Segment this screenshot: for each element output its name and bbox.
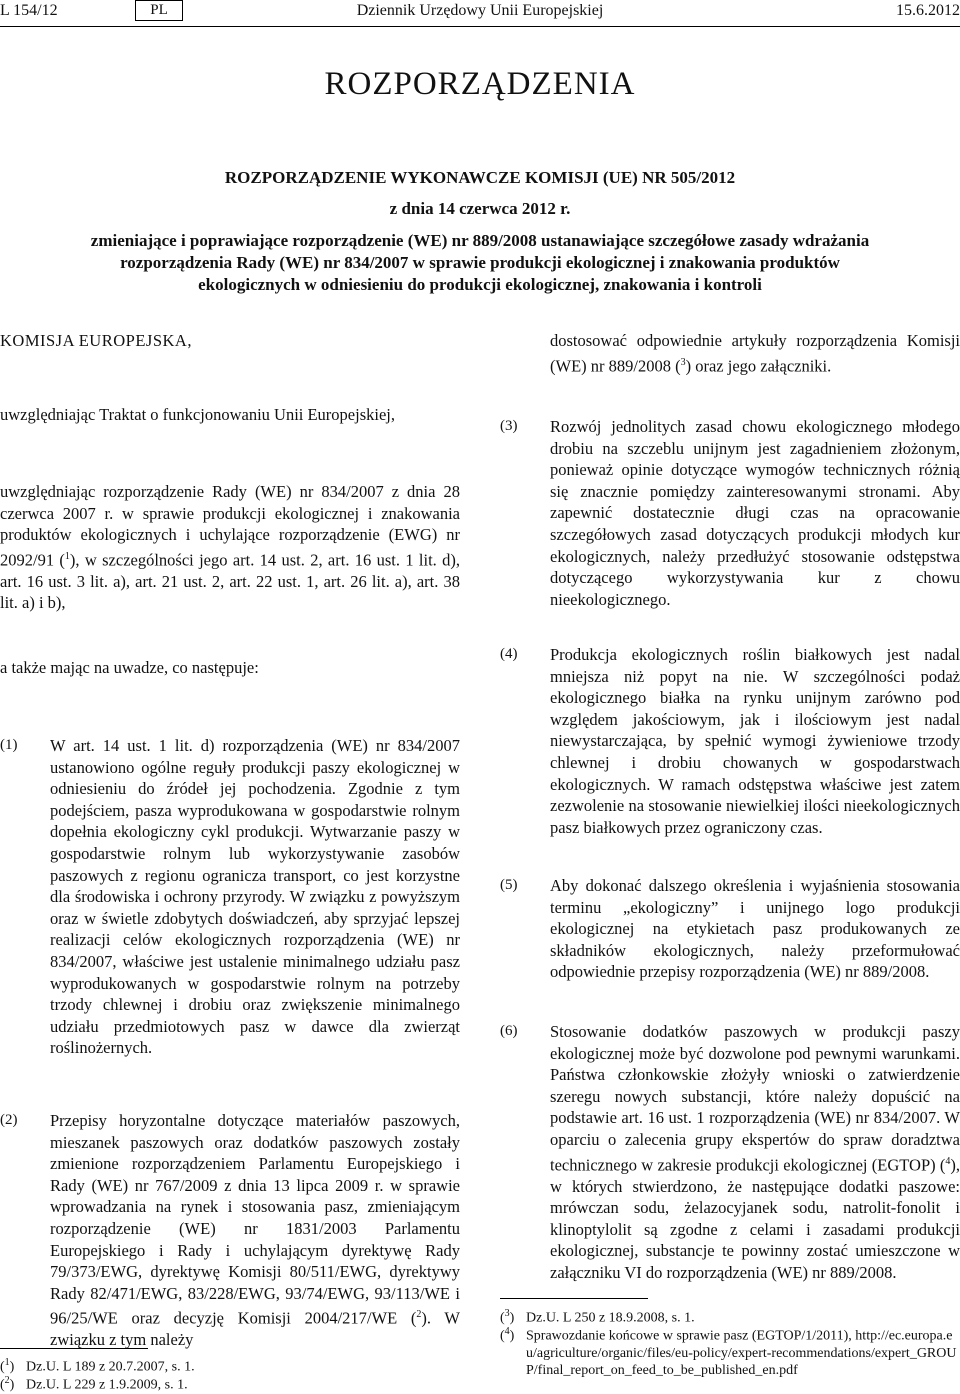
footnote-mark: 2	[4, 1375, 10, 1386]
recital-number: (6)	[500, 1023, 518, 1039]
recital-text: W art. 14 ust. 1 lit. d) rozporządzenia (WE) nr 834/2007 ustanowiono ogólne reguły produkcji paszy ekologicznej w odniesieniu do źródeł jej pochodzenia. Zgodnie z tym podejściem, pasza wyprodukowana w gospodarstwie rolnym dopełnia ekologiczny cykl produkcji. Wytwarzanie paszy w gospodarstwie rolnym lub wykorzystywanie zasobów paszowych z regionu ogranicza transport, co jest korzystne dla środowiska i ochrony przyrody. W związku z powyższym oraz w świetle zdobytych doświadczeń, aby sprzyjać lepszej realizacji celów ekologicznych rozporządzenia (WE) nr 834/2007, właściwe jest ustalenie minimalnego udziału pasz wyprodukowanych w gospodarstwie rolnym na potrzeby trzody chlewnej i drobiu oraz zwiększenie minimalnego udziału przedmiotowych pasz w dawce dla zwierząt roślinożernych.	[50, 736, 460, 1058]
regulation-title: ROZPORZĄDZENIE WYKONAWCZE KOMISJI (UE) NR 505/2012	[224, 168, 736, 187]
recital-6-text-b: ), w których stwierdzono, że następujące dodatki paszowe: mrówczan sodu, żelazocyjanek sodu, natrolit-fonolit i klinoptylolit są zgodne z celami i zasadami produkcji ekologicznej, substancje te powinny zostać umieszczone w załączniku VI do rozporządzenia (WE) nr 889/2008.	[550, 1155, 960, 1283]
recital-5	[500, 875, 960, 983]
footnote-ref-4: 4	[945, 1155, 951, 1167]
language-badge: PL	[135, 0, 183, 21]
footnote-mark: 1	[4, 1357, 10, 1368]
recital-6	[500, 1021, 960, 1284]
recital-2-text-b: ). W związku z tym należy	[50, 1308, 460, 1350]
footnote-ref-1: 1	[64, 550, 70, 562]
footnote-divider	[500, 1298, 648, 1299]
recital-number: (5)	[500, 877, 518, 893]
recital-text: Rozwój jednolitych zasad chowu ekologicznego młodego drobiu na szczeblu unijnym jest zagadnieniem złożonym, ponieważ opinie dotyczące wymogów technicznych różnią się znacznie pomiędzy zainteresowanymi stronami. Aby zapewnić dostatecznie długi czas na opracowanie szczegółowych zasad dotyczących produkcji młodych kur ekologicznych, należy przedłużyć stosowanie odstępstwa dotyczącego wykorzystywania kur z chowu nieekologicznego.	[550, 417, 960, 609]
footnote-text: Dz.U. L 229 z 1.9.2009, s. 1.	[26, 1377, 188, 1393]
continuation-text-b: ) oraz jego załączniki.	[685, 356, 832, 376]
recital-6-text-a: Stosowanie dodatków paszowych w produkcji paszy ekologicznej może być dozwolone pod pewnymi warunkami. Państwa członkowskie złożyły wnioski o zatwierdzenie szeregu nowych substancji, które należy dopuścić na podstawie art. 16 ust. 1 rozporządzenia (WE) nr 834/2007. W oparciu o zalecenia grupy ekspertów do spraw doradztwa technicznego w zakresie produkcji ekologicznej (EGTOP) (	[550, 1022, 960, 1175]
footnote-text: Sprawozdanie końcowe w sprawie pasz (EGTOP/1/2011), http://ec.europa.eu/agriculture/organic/files/eu-policy/expert-recommendations/expert_GROUP/final_report_on_feed_to_be_published_en.pdf	[526, 1328, 957, 1378]
journal-name: Dziennik Urzędowy Unii Europejskiej	[356, 2, 604, 19]
citation-regulation	[0, 481, 460, 614]
footnote-3: ($^3$) Dz.U. L 250 z 18.9.2008, s. 1.	[500, 1308, 695, 1326]
footnote-1: ($^1$) Dz.U. L 189 z 20.7.2007, s. 1.	[0, 1357, 195, 1375]
recital-2	[0, 1110, 460, 1351]
recital-number: (4)	[500, 646, 518, 662]
page-reference: L 154/12	[0, 2, 58, 19]
footnote-4: ($^4$) Sprawozdanie końcowe w sprawie pasz (EGTOP/1/2011), http://ec.europa.eu/agriculture/organic/files/eu-policy/expert-recommendations/expert_GROUP/final_report_on_feed_to_be_published_en.pdf	[500, 1326, 957, 1378]
header-divider	[0, 26, 960, 27]
footnote-ref-3: 3	[680, 356, 686, 368]
footnote-text: Dz.U. L 189 z 20.7.2007, s. 1.	[26, 1359, 195, 1375]
footnote-mark: 3	[504, 1308, 510, 1319]
citation-text-b: ), w szczególności jego art. 14 ust. 2, art. 16 ust. 1 lit. d), art. 16 ust. 3 lit. a), art. 21 ust. 2, art. 22 ust. 1, art. 26 lit. a), art. 38 lit. a) i b),	[0, 550, 460, 613]
citation-text-a: uwzględniając rozporządzenie Rady (WE) nr 834/2007 z dnia 28 czerwca 2007 r. w sprawie produkcji ekologicznej i znakowania produktów ekologicznych i uchylające rozporządzenie (EWG) nr 2092/91 (	[0, 482, 460, 570]
footnote-mark: 4	[504, 1326, 510, 1337]
recital-text: Produkcja ekologicznych roślin białkowych jest nadal mniejsza niż popyt na nie. W szczególności podaż ekologicznego białka na rynku unijnym zarówno pod względem jakościowym, jak i ilościowym jest nadal niewystarczająca, by spełnić wymogi żywieniowe trzody chlewnej i drobiu chowanych w gospodarstwach ekologicznych. W ramach odstępstwa właściwe jest zatem zezwolenie na stosowanie niewielkiej ilości nieekologicznych pasz białkowych przez ograniczony czas.	[550, 645, 960, 837]
recital-text	[50, 1110, 460, 1351]
recital-number: (1)	[0, 737, 18, 753]
recital-text	[550, 1021, 960, 1284]
citation-treaty: uwzględniając Traktat o funkcjonowaniu Unii Europejskiej,	[0, 405, 396, 424]
recital-2-text-a: Przepisy horyzontalne dotyczące materiałów paszowych, mieszanek paszowych oraz dodatków paszowych zostały zmienione rozporządzeniem Parlamentu Europejskiego i Rady (WE) nr 767/2009 z dnia 13 lipca 2009 r. w sprawie wprowadzania na rynek i stosowania pasz, zmieniającym rozporządzenie (WE) nr 1831/2003 Parlamentu Europejskiego i Rady i uchylającym dyrektywę Rady 79/373/EWG, dyrektywę Komisji 80/511/EWG, dyrektywy Rady 82/471/EWG, 83/228/EWG, 93/74/EWG, 93/113/WE i 96/25/WE oraz decyzję Komisji 2004/217/WE (	[50, 1111, 460, 1328]
publication-date: 15.6.2012	[896, 2, 960, 19]
continuation-text-a: dostosować odpowiednie artykuły rozporządzenia Komisji (WE) nr 889/2008 (	[550, 331, 960, 376]
section-title: ROZPORZĄDZENIA	[324, 66, 636, 102]
footnote-2: ($^2$) Dz.U. L 229 z 1.9.2009, s. 1.	[0, 1375, 188, 1393]
recital-text: Aby dokonać dalszego określenia i wyjaśnienia stosowania terminu „ekologiczny” i unijnego logo produkcji ekologicznej na etykietach pasz produkowanych ze składników ekologicznych, należy przeformułować odpowiednie przepisy rozporządzenia (WE) nr 889/2008.	[550, 876, 960, 982]
whereas-intro: a także mając na uwadze, co następuje:	[0, 658, 259, 677]
recital-number: (2)	[0, 1112, 18, 1128]
commission-heading: KOMISJA EUROPEJSKA,	[0, 331, 192, 350]
recital-1	[0, 735, 460, 1059]
recital-4	[500, 644, 960, 838]
footnote-text: Dz.U. L 250 z 18.9.2008, s. 1.	[526, 1310, 695, 1326]
recital-number: (3)	[500, 418, 518, 434]
recital-3	[500, 416, 960, 610]
footnote-ref-2: 2	[416, 1309, 422, 1321]
footnote-divider	[0, 1348, 148, 1349]
recital-2-continuation	[500, 330, 960, 377]
regulation-subject: zmieniające i poprawiające rozporządzenie (WE) nr 889/2008 ustanawiające szczegółowe zasady wdrażania rozporządzenia Rady (WE) nr 834/2007 w sprawie produkcji ekologicznej i znakowania produktów ekologicznych w odniesieniu do produkcji ekologicznej, znakowania i kontroli	[90, 231, 870, 294]
regulation-date: z dnia 14 czerwca 2012 r.	[389, 199, 571, 218]
